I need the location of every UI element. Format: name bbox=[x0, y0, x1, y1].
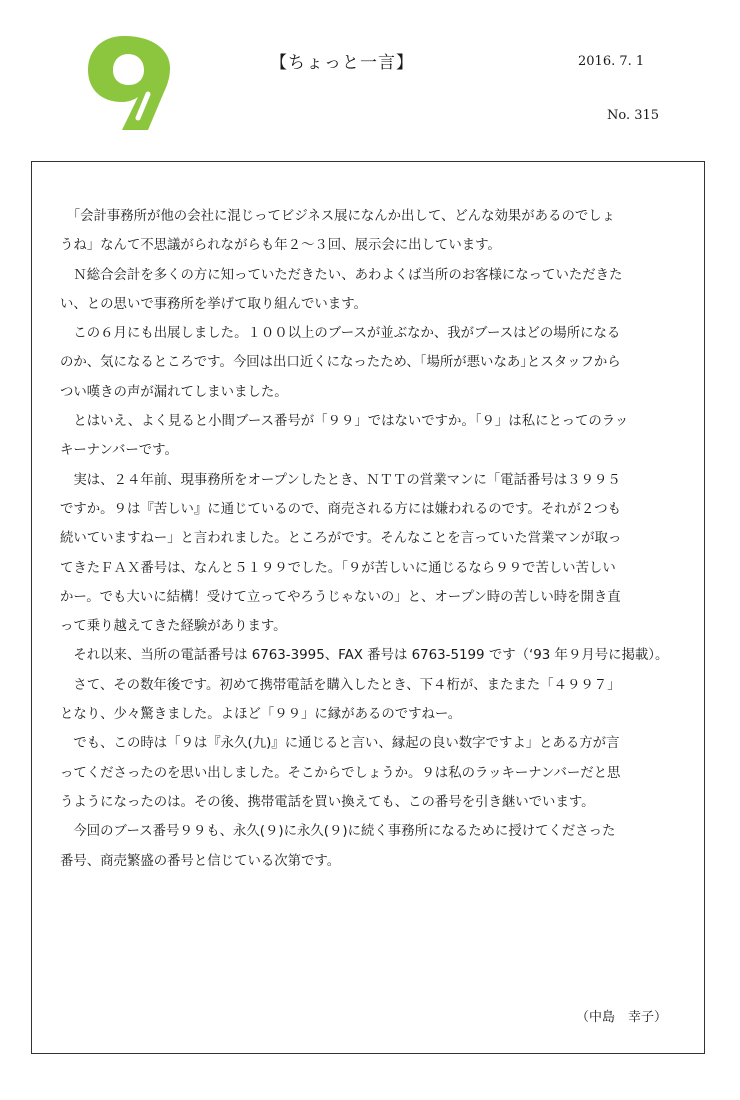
text-line: Ｎ総合会計を多くの方に知っていただきたい、あわよくば当所のお客様になっていただきた bbox=[73, 267, 623, 283]
paragraph-5 bbox=[60, 466, 680, 642]
text-line: それ以来、当所の電話番号は 6763-3995、FAX 番号は 6763-5199 です（‘93 年９月号に掲載）。 bbox=[73, 648, 669, 664]
text-line: ってくださったのを思い出しました。そこからでしょうか。９は私のラッキーナンバーだと思 bbox=[60, 765, 621, 781]
paragraph-4 bbox=[60, 407, 680, 466]
paragraph-6 bbox=[60, 641, 680, 670]
text-line: となり、少々驚きました。よほど「９９」に縁があるのですねー。 bbox=[60, 707, 462, 723]
paragraph-3 bbox=[60, 319, 680, 407]
text-line: 「会計事務所が他の会社に混じってビジネス展になんか出して、どんな効果があるのでしょ bbox=[66, 209, 616, 224]
text-line: キーナンバーです。 bbox=[60, 443, 178, 459]
text-line: うようになったのは。その後、携帯電話を買い換えても、この番号を引き継いでいます。 bbox=[60, 794, 595, 810]
issue-number: No. 315 bbox=[607, 108, 660, 123]
text-line: この６月にも出展しました。１００以上のブースが並ぶなか、我がブースはどの場所になる bbox=[73, 326, 621, 342]
logo-nine-graphic bbox=[84, 34, 170, 132]
text-line: い、との思いで事務所を挙げて取り組んでいます。 bbox=[60, 296, 367, 312]
text-line: さて、その数年後です。初めて携帯電話を購入したとき、下４桁が、またまた「４９９７」 bbox=[73, 677, 621, 693]
paragraph-2 bbox=[60, 261, 680, 320]
text-line: でも、この時は「９は『永久(九)』に通じると言い、縁起の良い数字ですよ」とある方が言 bbox=[73, 736, 620, 752]
paragraph-1 bbox=[60, 202, 680, 261]
text-line: のか、気になるところです。今回は出口近くになったため、｢場所が悪いなあ｣とスタッフから bbox=[60, 355, 621, 371]
text-line: かー。でも大いに結構！受けて立ってやろうじゃないの」と、オープン時の苦しい時を開き直 bbox=[60, 589, 621, 605]
issue-date: 2016. 7. 1 bbox=[578, 54, 645, 69]
paragraph-7 bbox=[60, 671, 680, 730]
logo-nine-icon bbox=[84, 34, 170, 132]
text-line: つい嘆きの声が漏れてしまいました。 bbox=[60, 384, 288, 400]
text-line: てきたＦＡＸ番号は、なんと５１９９でした。｢９が苦しいに通じるなら９９で苦しい苦しい bbox=[60, 560, 616, 576]
text-line: 続いていますねー」と言われました。ところがです。そんなことを言っていた営業マンが取っ bbox=[60, 531, 622, 547]
text-line: 今回のブース番号９９も、永久(９)に永久(９)に続く事務所になるために授けてくださった bbox=[73, 824, 616, 840]
paragraph-9 bbox=[60, 817, 680, 876]
logo-nine-shape bbox=[88, 36, 170, 130]
page-title: 【ちょっと一言】 bbox=[270, 53, 414, 73]
text-line: 実は、２４年前、現事務所をオープンしたとき、ＮＴＴの営業マンに「電話番号は３９９５ bbox=[73, 472, 621, 488]
text-line: 番号、商売繁盛の番号と信じている次第です。 bbox=[60, 853, 341, 869]
paragraph-8 bbox=[60, 729, 680, 817]
author-signature: （中島 幸子） bbox=[576, 1010, 668, 1025]
text-line: とはいえ、よく見ると小間ブース番号が「９９」ではないですか。「９」は私にとってのラッ bbox=[73, 414, 629, 430]
text-line: ですか。９は『苦しい』に通じているので、商売される方には嫌われるのです。それが２つも bbox=[60, 501, 622, 517]
text-line: って乗り越えてきた経験があります。 bbox=[60, 619, 287, 635]
article-body bbox=[60, 202, 680, 876]
text-line: うね」なんて不思議がられながらも年２～３回、展示会に出しています。 bbox=[60, 238, 501, 254]
